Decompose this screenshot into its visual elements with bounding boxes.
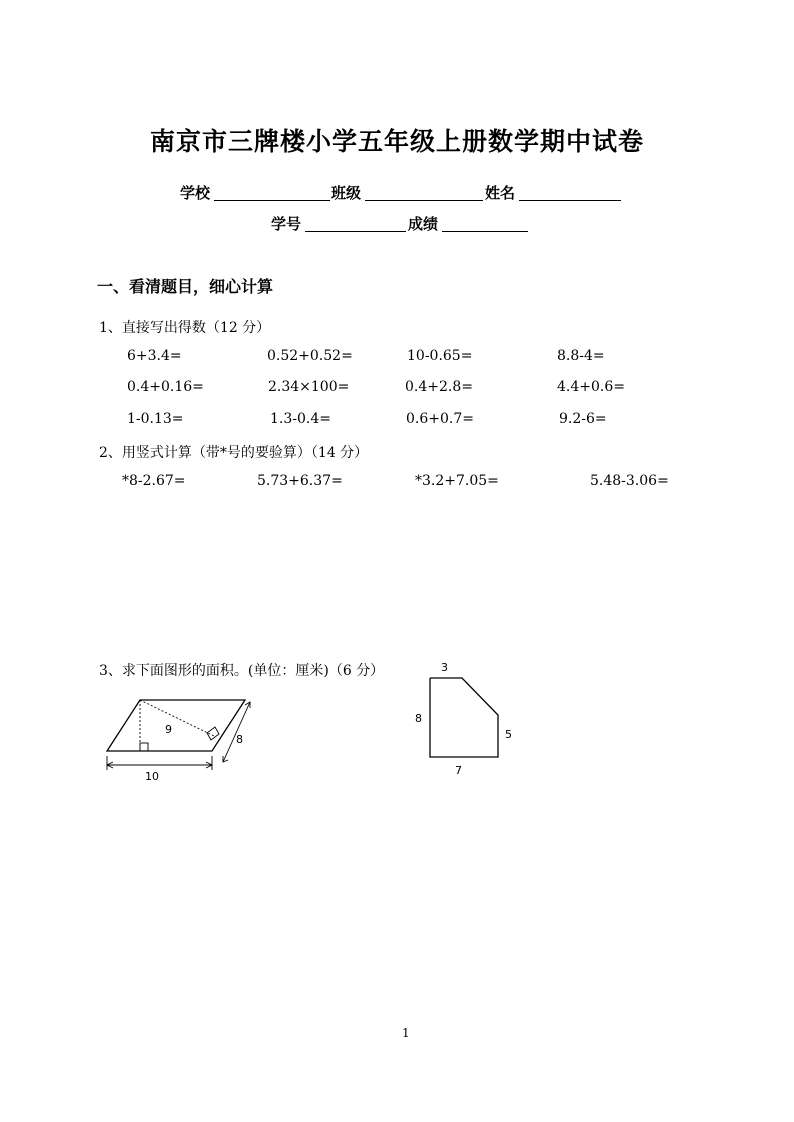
section-heading: 一、看清题目，细心计算 bbox=[97, 277, 274, 296]
pentagon-right-label: 5 bbox=[505, 728, 512, 741]
height-line-diagonal bbox=[140, 700, 214, 736]
q1-item: 4.4+0.6= bbox=[557, 379, 625, 395]
q2-item: 5.73+6.37= bbox=[257, 473, 343, 489]
score-field[interactable] bbox=[442, 231, 528, 232]
q1-item: 0.4+0.16= bbox=[127, 379, 204, 395]
student-id-field[interactable] bbox=[305, 231, 406, 232]
q2-item: *3.2+7.05= bbox=[415, 473, 499, 489]
q1-item: 1-0.13= bbox=[127, 411, 184, 427]
q1-item: 8.8-4= bbox=[557, 348, 605, 364]
q1-item: 10-0.65= bbox=[407, 348, 473, 364]
school-field[interactable] bbox=[214, 200, 330, 201]
parallelogram-outline bbox=[107, 700, 245, 751]
q1-item: 1.3-0.4= bbox=[270, 411, 331, 427]
class-field[interactable] bbox=[365, 200, 483, 201]
q1-item: 6+3.4= bbox=[127, 348, 182, 364]
parallelogram-side-label: 8 bbox=[236, 733, 243, 746]
q1-label: 1、直接写出得数（12 分） bbox=[99, 320, 271, 336]
q1-item: 2.34×100= bbox=[268, 379, 350, 395]
pentagon-figure bbox=[420, 670, 510, 765]
pentagon-outline bbox=[430, 678, 498, 757]
score-label: 成绩 bbox=[408, 215, 439, 233]
pentagon-bottom-label: 7 bbox=[455, 764, 462, 777]
q3-label: 3、求下面图形的面积。(单位：厘米)（6 分） bbox=[99, 663, 385, 679]
pentagon-top-label: 3 bbox=[441, 661, 448, 674]
q1-item: 9.2-6= bbox=[559, 411, 607, 427]
student-id-label: 学号 bbox=[271, 215, 302, 233]
class-label: 班级 bbox=[331, 184, 362, 202]
q2-item: *8-2.67= bbox=[122, 473, 186, 489]
side-dimension-line bbox=[223, 702, 250, 762]
page-number: 1 bbox=[402, 1026, 410, 1040]
name-label: 姓名 bbox=[485, 184, 516, 202]
q1-item: 0.52+0.52= bbox=[267, 348, 353, 364]
name-field[interactable] bbox=[519, 200, 621, 201]
parallelogram-height-label: 9 bbox=[165, 723, 172, 736]
q2-label: 2、用竖式计算（带*号的要验算）（14 分） bbox=[99, 445, 369, 461]
q1-item: 0.6+0.7= bbox=[406, 411, 474, 427]
page-title: 南京市三牌楼小学五年级上册数学期中试卷 bbox=[149, 127, 644, 156]
school-label: 学校 bbox=[180, 184, 211, 202]
q2-item: 5.48-3.06= bbox=[590, 473, 669, 489]
pentagon-left-label: 8 bbox=[415, 712, 422, 725]
parallelogram-figure bbox=[100, 690, 270, 790]
parallelogram-base-label: 10 bbox=[145, 770, 159, 783]
q1-item: 0.4+2.8= bbox=[405, 379, 473, 395]
right-angle-mark bbox=[140, 743, 148, 751]
